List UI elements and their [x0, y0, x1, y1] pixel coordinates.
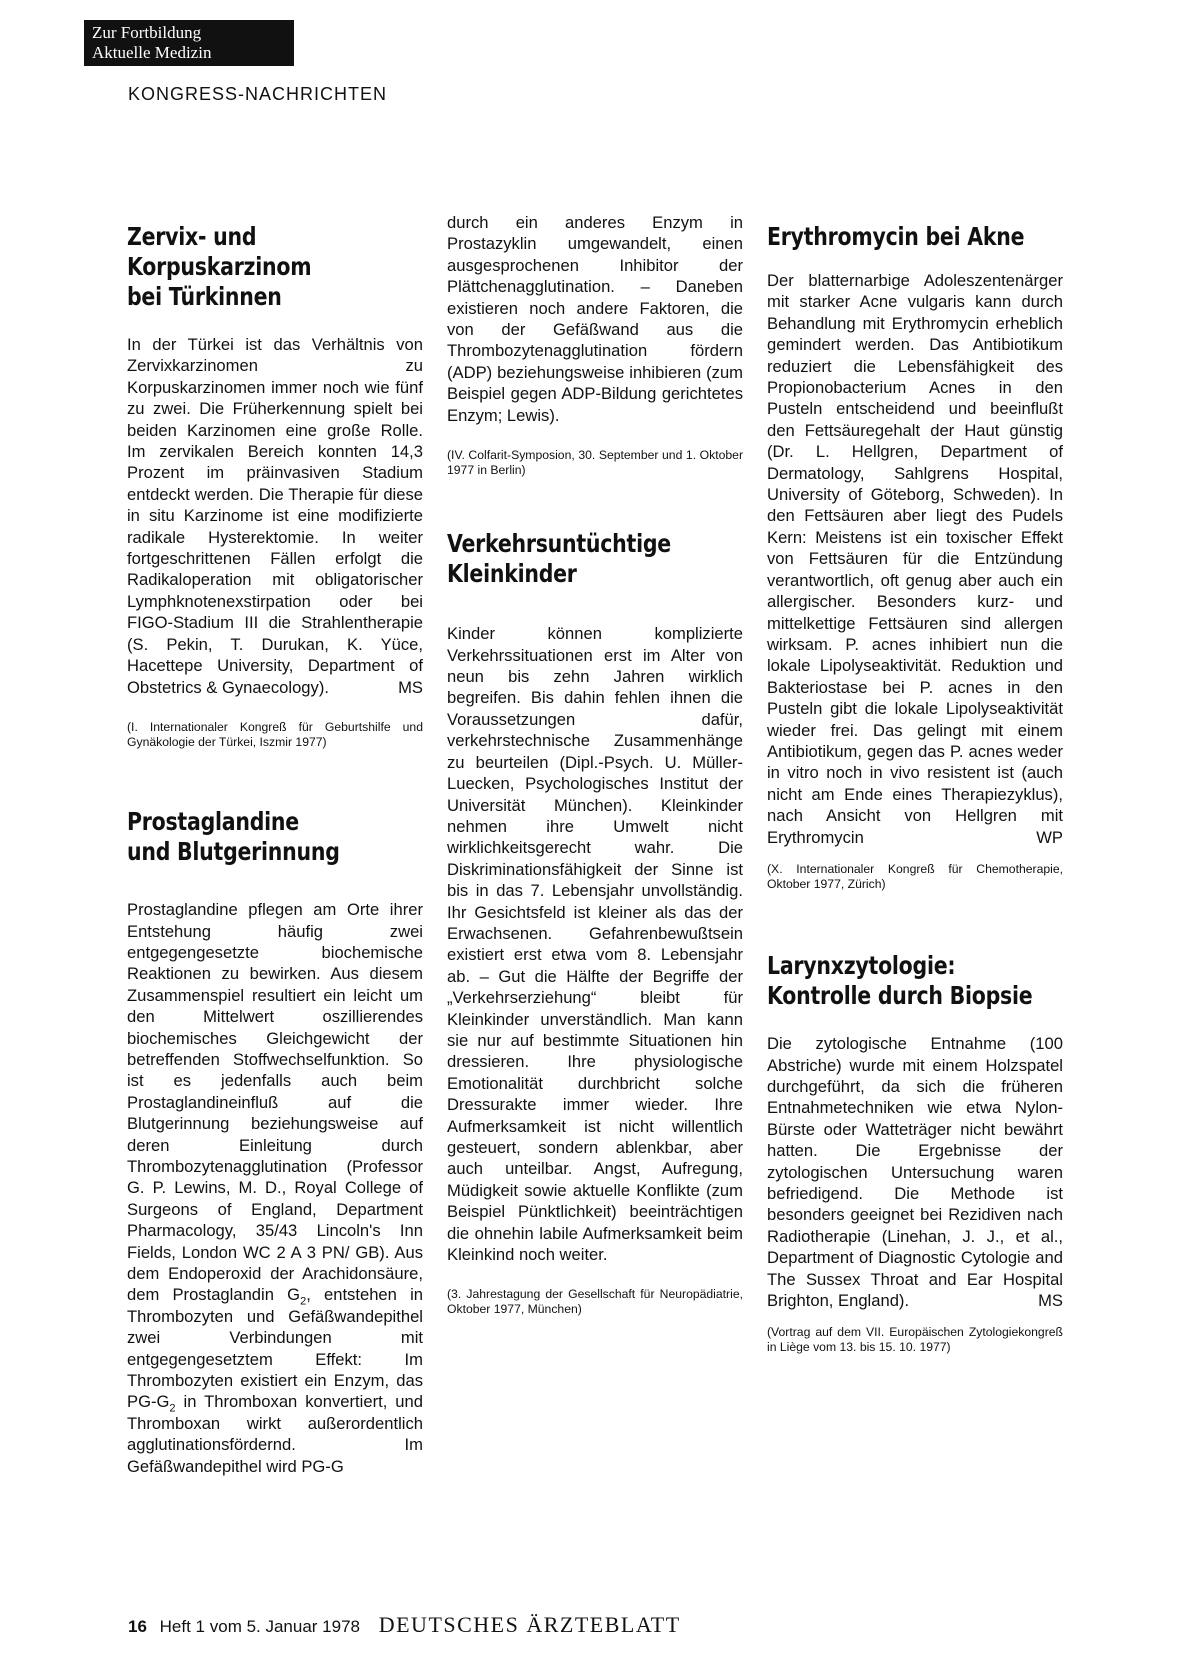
- page-footer: [128, 1612, 681, 1638]
- author-signature: WP: [1036, 827, 1063, 847]
- article-body: Prostaglandine pflegen am Orte ihrer Entstehung häufig zwei entgegengesetzte biochemische Reaktionen zu bewirken. Aus diesem Zusammenspiel resultiert ein leicht um den Mittelwert oszillierendes biochemisches Gleichgewicht der betreffenden Stoffwechselfunktion. So ist es jedenfalls auch beim Prostaglandineinfluß auf die Blutgerinnung beziehungsweise auf deren Einleitung durch Thrombozytenagglutination (Professor G. P. Lewins, M. D., Royal College of Surgeons of England, Department Pharmacology, 35/43 Lincoln's Inn Fields, London WC 2 A 3 PN/ GB). Aus dem Endoperoxid der Arachidonsäure, dem Prostaglandin $G_2$, entstehen in Thrombozyten und Gefäßwandepithel zwei Verbindungen mit entgegengesetztem Effekt: Im Thrombozyten existiert ein Enzym, das $PG-G_2$ in Thromboxan konvertiert, und Thromboxan wirkt außerordentlich agglutinationsfördernd. Im Gefäßwandepithel wird PG-G: [127, 900, 423, 1476]
- article-title: Prostaglandine und Blutgerinnung: [127, 807, 340, 867]
- article-title: Zervix- und Korpuskarzinom bei Türkinnen: [127, 222, 312, 311]
- article-source: (X. Internationaler Kongreß für Chemotherapie, Oktober 1977, Zürich): [767, 861, 1063, 891]
- article-body: In der Türkei ist das Verhältnis von Zervixkarzinomen zu Korpuskarzinomen immer noch wie fünf zu zwei. Die Früherkennung spielt bei beiden Karzinomen eine große Rolle. Im zervikalen Bereich konnten 14,3 Prozent im präinvasiven Stadium entdeckt werden. Die Therapie für diese in situ Karzinome ist eine modifizierte radikale Hysterektomie. In weiter fortgeschrittenen Fällen erfolgt die Radikaloperation mit obligatorischer Lymphknotenexstirpation oder bei FIGO-Stadium III die Strahlentherapie (S. Pekin, T. Durukan, K. Yüce, Hacettepe University, Department of Obstetrics & Gynaecology). MS: [127, 335, 423, 697]
- article-prostaglandine-continued: [447, 212, 743, 477]
- article-title: Larynxzytologie: Kontrolle durch Biopsie: [767, 951, 1033, 1011]
- publication-name: DEUTSCHES ÄRZTEBLATT: [378, 1612, 681, 1637]
- section-label-line2: Aktuelle Medizin: [92, 43, 212, 62]
- article-body: Die zytologische Entnahme (100 Abstriche) wurde mit einem Holzspatel durchgeführt, da sich die früheren Entnahmetechniken wie etwa Nylon-Bürste oder Watteträger nicht bewährt hatten. Die Ergebnisse der zytologischen Untersuchung waren befriedigend. Die Methode ist besonders geeignet bei Rezidiven nach Radiotherapie (Linehan, J. J., et al., Department of Diagnostic Cytologie and The Sussex Throat and Ear Hospital Brighton, England). MS: [767, 1034, 1063, 1311]
- article-erythromycin: [767, 222, 1063, 891]
- section-label: [84, 20, 294, 66]
- article-body: Kinder können komplizierte Verkehrssituationen erst im Alter von neun bis zehn Jahren wirklich begreifen. Bis dahin fehlen ihnen die Voraussetzungen dafür, verkehrstechnische Zusammenhänge zu beurteilen (Dipl.-Psych. U. Müller-Luecken, Psychologisches Institut der Universität München). Kleinkinder nehmen ihre Umwelt nicht wirklichkeitsgerecht wahr. Die Diskriminationsfähigkeit der Sinne ist bis in das 7. Lebensjahr unvollständig. Ihr Gesichtsfeld ist kleiner als das der Erwachsenen. Gefahrenbewußtsein existiert erst etwa vom 8. Lebensjahr ab. – Gut die Hälfte der Begriffe der „Verkehrserziehung“ bleibt für Kleinkinder unverständlich. Man kann sie nur auf bestimmte Situationen hin dressieren. Ihre physiologische Emotionalität durchbricht solche Dressurakte immer wieder. Ihre Aufmerksamkeit ist nicht willentlich gesteuert, sondern ablenkbar, aber auch unteilbar. Angst, Aufregung, Müdigkeit sowie aktuelle Konflikte (zum Beispiel Pünktlichkeit) beeinträchtigen die ohnehin labile Aufmerksamkeit beim Kleinkind noch weiter.: [447, 624, 743, 1265]
- article-body: Der blatternarbige Adoleszentenärger mit starker Acne vulgaris kann durch Behandlung mit Erythromycin erheblich gemindert werden. Das Antibiotikum reduziert die Lebensfähigkeit des Propionobacterium Acnes in den Pusteln entscheidend und beeinflußt den Fettsäuregehalt der Haut günstig (Dr. L. Hellgren, Department of Dermatology, Sahlgrens Hospital, University of Göteborg, Schweden). In den Fettsäuren aber liegt des Pudels Kern: Meistens ist ein toxischer Effekt von Fettsäuren für die Entzündung verantwortlich, oft genug aber auch ein allergischer. Besonders kurz- und mittelkettige Fettsäuren sind allergen wirksam. P. acnes inhibiert nun die lokale Lipolyseaktivität. Reduktion und Bakteriostase bei P. acnes in den Pusteln gibt die lokale Lipolyseaktivität wieder frei. Das gelingt mit einem Antibiotikum, gegen das P. acnes weder in vitro noch in vivo resistent ist (auch nicht am Ende eines Therapiezyklus), nach Ansicht von Hellgren mit Erythromycin WP: [767, 271, 1063, 847]
- page-number: 16: [128, 1617, 147, 1636]
- issue-info: Heft 1 vom 5. Januar 1978: [159, 1617, 360, 1636]
- section-heading: KONGRESS-NACHRICHTEN: [128, 84, 388, 104]
- article-prostaglandine: [127, 807, 423, 1679]
- author-signature: MS: [398, 677, 423, 697]
- column-3: [767, 222, 1063, 1355]
- author-signature: MS: [1038, 1291, 1063, 1311]
- article-title: Erythromycin bei Akne: [767, 222, 1025, 251]
- article-title: Verkehrsuntüchtige Kleinkinder: [447, 529, 671, 589]
- article-source: (I. Internationaler Kongreß für Geburtshilfe und Gynäkologie der Türkei, Iszmir 1977): [127, 719, 423, 749]
- column-1: [127, 222, 423, 1679]
- article-source: (Vortrag auf dem VII. Europäischen Zytologiekongreß in Liège vom 13. bis 15. 10. 1977): [767, 1325, 1063, 1355]
- article-body-continued: durch ein anderes Enzym in Prostazyklin umgewandelt, einen ausgesprochenen Inhibitor der Plättchenagglutination. – Daneben existieren noch andere Faktoren, die von der Gefäßwand aus die Thrombozytenagglutination fördern (ADP) beziehungsweise inhibieren (zum Beispiel gegen ADP-Bildung gerichtetes Enzym; Lewis).: [447, 213, 743, 425]
- section-label-line1: Zur Fortbildung: [92, 23, 202, 42]
- article-source: (3. Jahrestagung der Gesellschaft für Neuropädiatrie, Oktober 1977, München): [447, 1287, 743, 1317]
- article-larynx: [767, 951, 1063, 1354]
- article-verkehr: [447, 529, 743, 1316]
- article-zervix: [127, 222, 423, 749]
- article-source: (IV. Colfarit-Symposion, 30. September und 1. Oktober 1977 in Berlin): [447, 448, 743, 477]
- column-2: [447, 213, 743, 1317]
